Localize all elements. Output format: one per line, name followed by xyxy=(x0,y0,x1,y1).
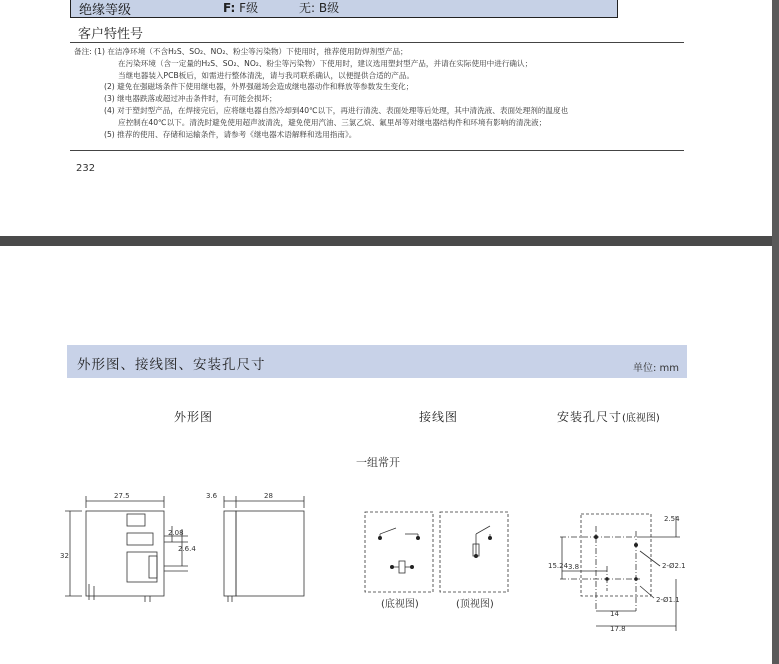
customer-code-label: 客户特性号 xyxy=(78,27,144,42)
hole-spec-1: 2-Ø2.1 xyxy=(662,562,686,570)
pin-hole xyxy=(378,536,382,540)
contact-form-label: 一组常开 xyxy=(356,456,400,469)
wiring-diagram-title: 接线图 xyxy=(419,410,459,424)
insulation-grade-row xyxy=(70,0,618,18)
coil-symbol xyxy=(399,561,405,573)
hole-spec-2: 2-Ø1.1 xyxy=(656,596,680,604)
remark-line: 在污染环境（含一定量的H₂S、SO₂、NO₂、粉尘等污染物）下使用时，建议选用塑封型产品，并请在实际使用中进行确认； xyxy=(118,58,533,68)
pin-hole xyxy=(488,536,492,540)
page-number: 232 xyxy=(76,163,96,174)
datasheet-page-232 xyxy=(0,0,772,236)
wiring-top-caption: (顶视图) xyxy=(456,599,494,610)
divider xyxy=(70,150,684,151)
dim-v2: 15.24 xyxy=(548,562,569,570)
relay-front-outline xyxy=(236,511,304,596)
outline-drawing-title: 外形图 xyxy=(174,410,214,424)
dim-depth: 28 xyxy=(264,492,273,500)
insulation-grade-label: 绝缘等级 xyxy=(79,3,132,18)
remark-line: (3) 继电器跌落或超过冲击条件时，有可能会损坏； xyxy=(104,94,277,104)
terminal-block xyxy=(127,552,157,582)
dim-thickness: 3.6 xyxy=(206,492,218,500)
remarks-block xyxy=(74,46,568,140)
dim-height: 32 xyxy=(60,552,69,560)
terminal-block xyxy=(127,533,153,545)
remark-line: (5) 推荐的使用、存储和运输条件，请参考《继电器术语解释和选用指南》。 xyxy=(104,129,357,139)
pin-hole xyxy=(634,577,638,581)
relay-body-outline xyxy=(86,511,164,596)
outline-side-view xyxy=(65,496,188,602)
wiring-bottom-frame xyxy=(365,512,433,592)
wiring-bottom-caption: (底视图) xyxy=(381,599,419,610)
pin-hole xyxy=(594,535,598,539)
grade-f-option: F: F级 xyxy=(223,1,259,15)
remark-line: 备注: (1) 在洁净环境（不含H₂S、SO₂、NO₂、粉尘等污染物）下使用时，推荐使用防焊剂型产品； xyxy=(74,47,408,56)
datasheet-page-233 xyxy=(0,246,772,664)
relay-flange xyxy=(224,511,236,596)
remark-line: 应控制在40℃以下。清洗时避免使用超声波清洗，避免使用汽油、三氯乙烷、氟里昂等对继电器结构件和环境有影响的清洗液； xyxy=(118,117,547,127)
mounting-hole-view xyxy=(560,514,680,631)
pin-hole xyxy=(634,543,638,547)
remark-line: (4) 对于塑封型产品，在焊接完后，应将继电器自然冷却到40℃以下，再进行清洗、表面处理等后处理，其中清洗液、表面处理剂的温度也 xyxy=(104,105,569,115)
terminal-block xyxy=(127,514,145,526)
dim-d1: 2.08 xyxy=(168,529,184,537)
pin-hole xyxy=(605,577,609,581)
unit-label: 单位: mm xyxy=(632,363,679,374)
pin-hole xyxy=(390,565,394,569)
dim-h1: 3.8 xyxy=(568,563,580,571)
grade-none-option: 无: B级 xyxy=(299,1,340,15)
dim-d2: 2.6.4 xyxy=(178,545,196,553)
pin-hole xyxy=(474,554,478,558)
wiring-top-view xyxy=(473,526,490,556)
dim-width: 27.5 xyxy=(114,492,130,500)
pin-hole xyxy=(410,565,414,569)
remark-line: 当继电器装入PCB板后，如需进行整体清洗，请与我司联系确认，以便提供合适的产品。 xyxy=(118,70,415,80)
wiring-top-frame xyxy=(440,512,508,592)
dim-h2: 14 xyxy=(610,610,619,618)
remark-line: (2) 避免在强磁场条件下使用继电器，外界强磁场会造成继电器动作和释放等参数发生变化； xyxy=(104,82,414,92)
dim-h3: 17.8 xyxy=(610,625,626,633)
dim-v1: 2.54 xyxy=(664,515,680,523)
technical-drawings xyxy=(0,246,772,664)
terminal-block xyxy=(149,556,157,578)
mounting-outline xyxy=(581,514,651,596)
viewer-scroll-rail[interactable] xyxy=(772,0,779,664)
pin-hole xyxy=(416,536,420,540)
outline-front-view xyxy=(224,496,304,602)
wiring-frames xyxy=(365,512,508,592)
divider xyxy=(70,42,684,43)
section-title: 外形图、接线图、安装孔尺寸 xyxy=(77,357,266,373)
mounting-hole-title: 安装孔尺寸(底视图) xyxy=(557,410,660,424)
